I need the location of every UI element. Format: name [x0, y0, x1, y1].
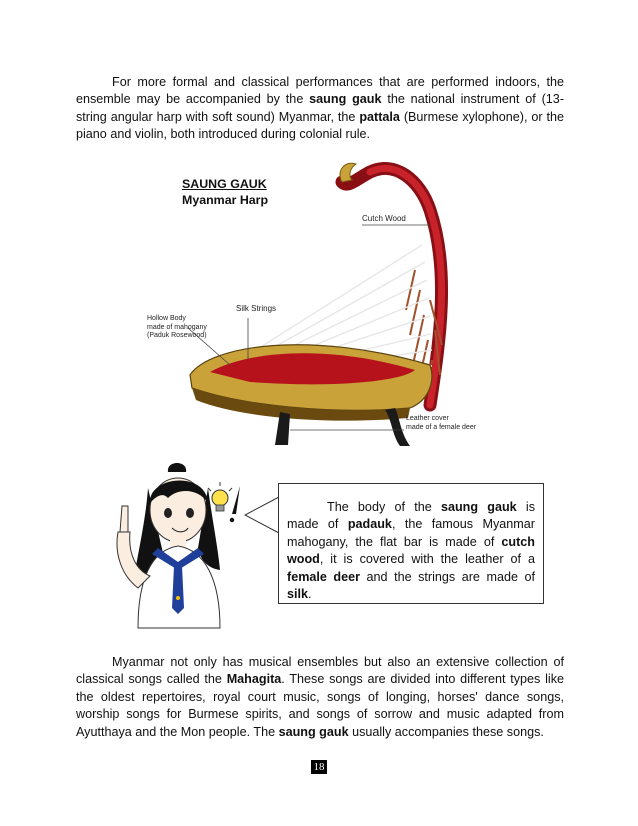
- text-run: . These songs are divided into different types like the oldest repertoires, royal court music, songs of longing, horses' dance songs, worship songs for Burmese spirits, and songs of sorrow and music adapted from Ayutthaya and the Mon people. The: [76, 672, 564, 739]
- text-run: .: [308, 587, 312, 602]
- term-mahagita: Mahagita: [226, 672, 282, 687]
- label-cutch-wood: Cutch Wood: [362, 214, 406, 223]
- label-hollow-body-line1: Hollow Body: [147, 315, 186, 322]
- text-run: , the famous Myanmar mahogany, the flat bar is made of: [287, 517, 535, 549]
- term-pattala: pattala: [359, 109, 400, 124]
- text-run: is made of: [287, 500, 535, 532]
- saung-gauk-harp-illustration: [130, 150, 460, 450]
- label-silk-strings: Silk Strings: [236, 304, 277, 313]
- callout-box: [278, 483, 544, 604]
- term-cutch-wood: cutch wood: [287, 534, 535, 567]
- text-run: , it is covered with the leather of a: [319, 552, 535, 567]
- text-run: The body of the: [327, 500, 441, 514]
- label-leather-line1: Leather cover: [406, 415, 449, 422]
- text-run: (Burmese xylophone), or the piano and violin, both introduced during colonial rule.: [76, 109, 564, 142]
- term-saung-gauk: saung gauk: [440, 500, 517, 514]
- mahagita-paragraph: [76, 654, 564, 741]
- label-hollow-body-line3: (Paduk Rosewood): [147, 332, 207, 339]
- callout-pointer: [244, 495, 280, 535]
- label-hollow-body: [147, 315, 207, 341]
- term-padauk: padauk: [347, 517, 392, 532]
- text-run: and the strings are made of: [360, 569, 535, 584]
- girl-with-idea-illustration: [108, 458, 258, 630]
- text-run: the national instrument of (13-string angular harp with soft sound) Myanmar, the: [76, 92, 565, 124]
- text-run: For more formal and classical performances that are performed indoors, the ensemble may be accompanied by the: [76, 75, 564, 107]
- intro-paragraph: [76, 74, 564, 144]
- figure-title-line2: Myanmar Harp: [182, 193, 269, 207]
- term-saung-gauk: saung gauk: [309, 92, 382, 107]
- term-silk: silk: [287, 587, 309, 602]
- term-saung-gauk: saung gauk: [278, 724, 349, 739]
- label-hollow-body-line2: made of mahogany: [147, 323, 207, 331]
- figure-title-line1: SAUNG GAUK: [182, 177, 267, 191]
- page-number: 18: [311, 760, 327, 774]
- label-leather-line2: made of a female deer: [406, 424, 477, 431]
- label-leather-cover: [406, 414, 476, 432]
- text-run: usually accompanies these songs.: [348, 724, 544, 739]
- callout-text: [287, 499, 535, 603]
- text-run: Myanmar not only has musical ensembles but also an extensive collection of classical songs called the: [76, 655, 564, 687]
- term-female-deer: female deer: [287, 569, 361, 584]
